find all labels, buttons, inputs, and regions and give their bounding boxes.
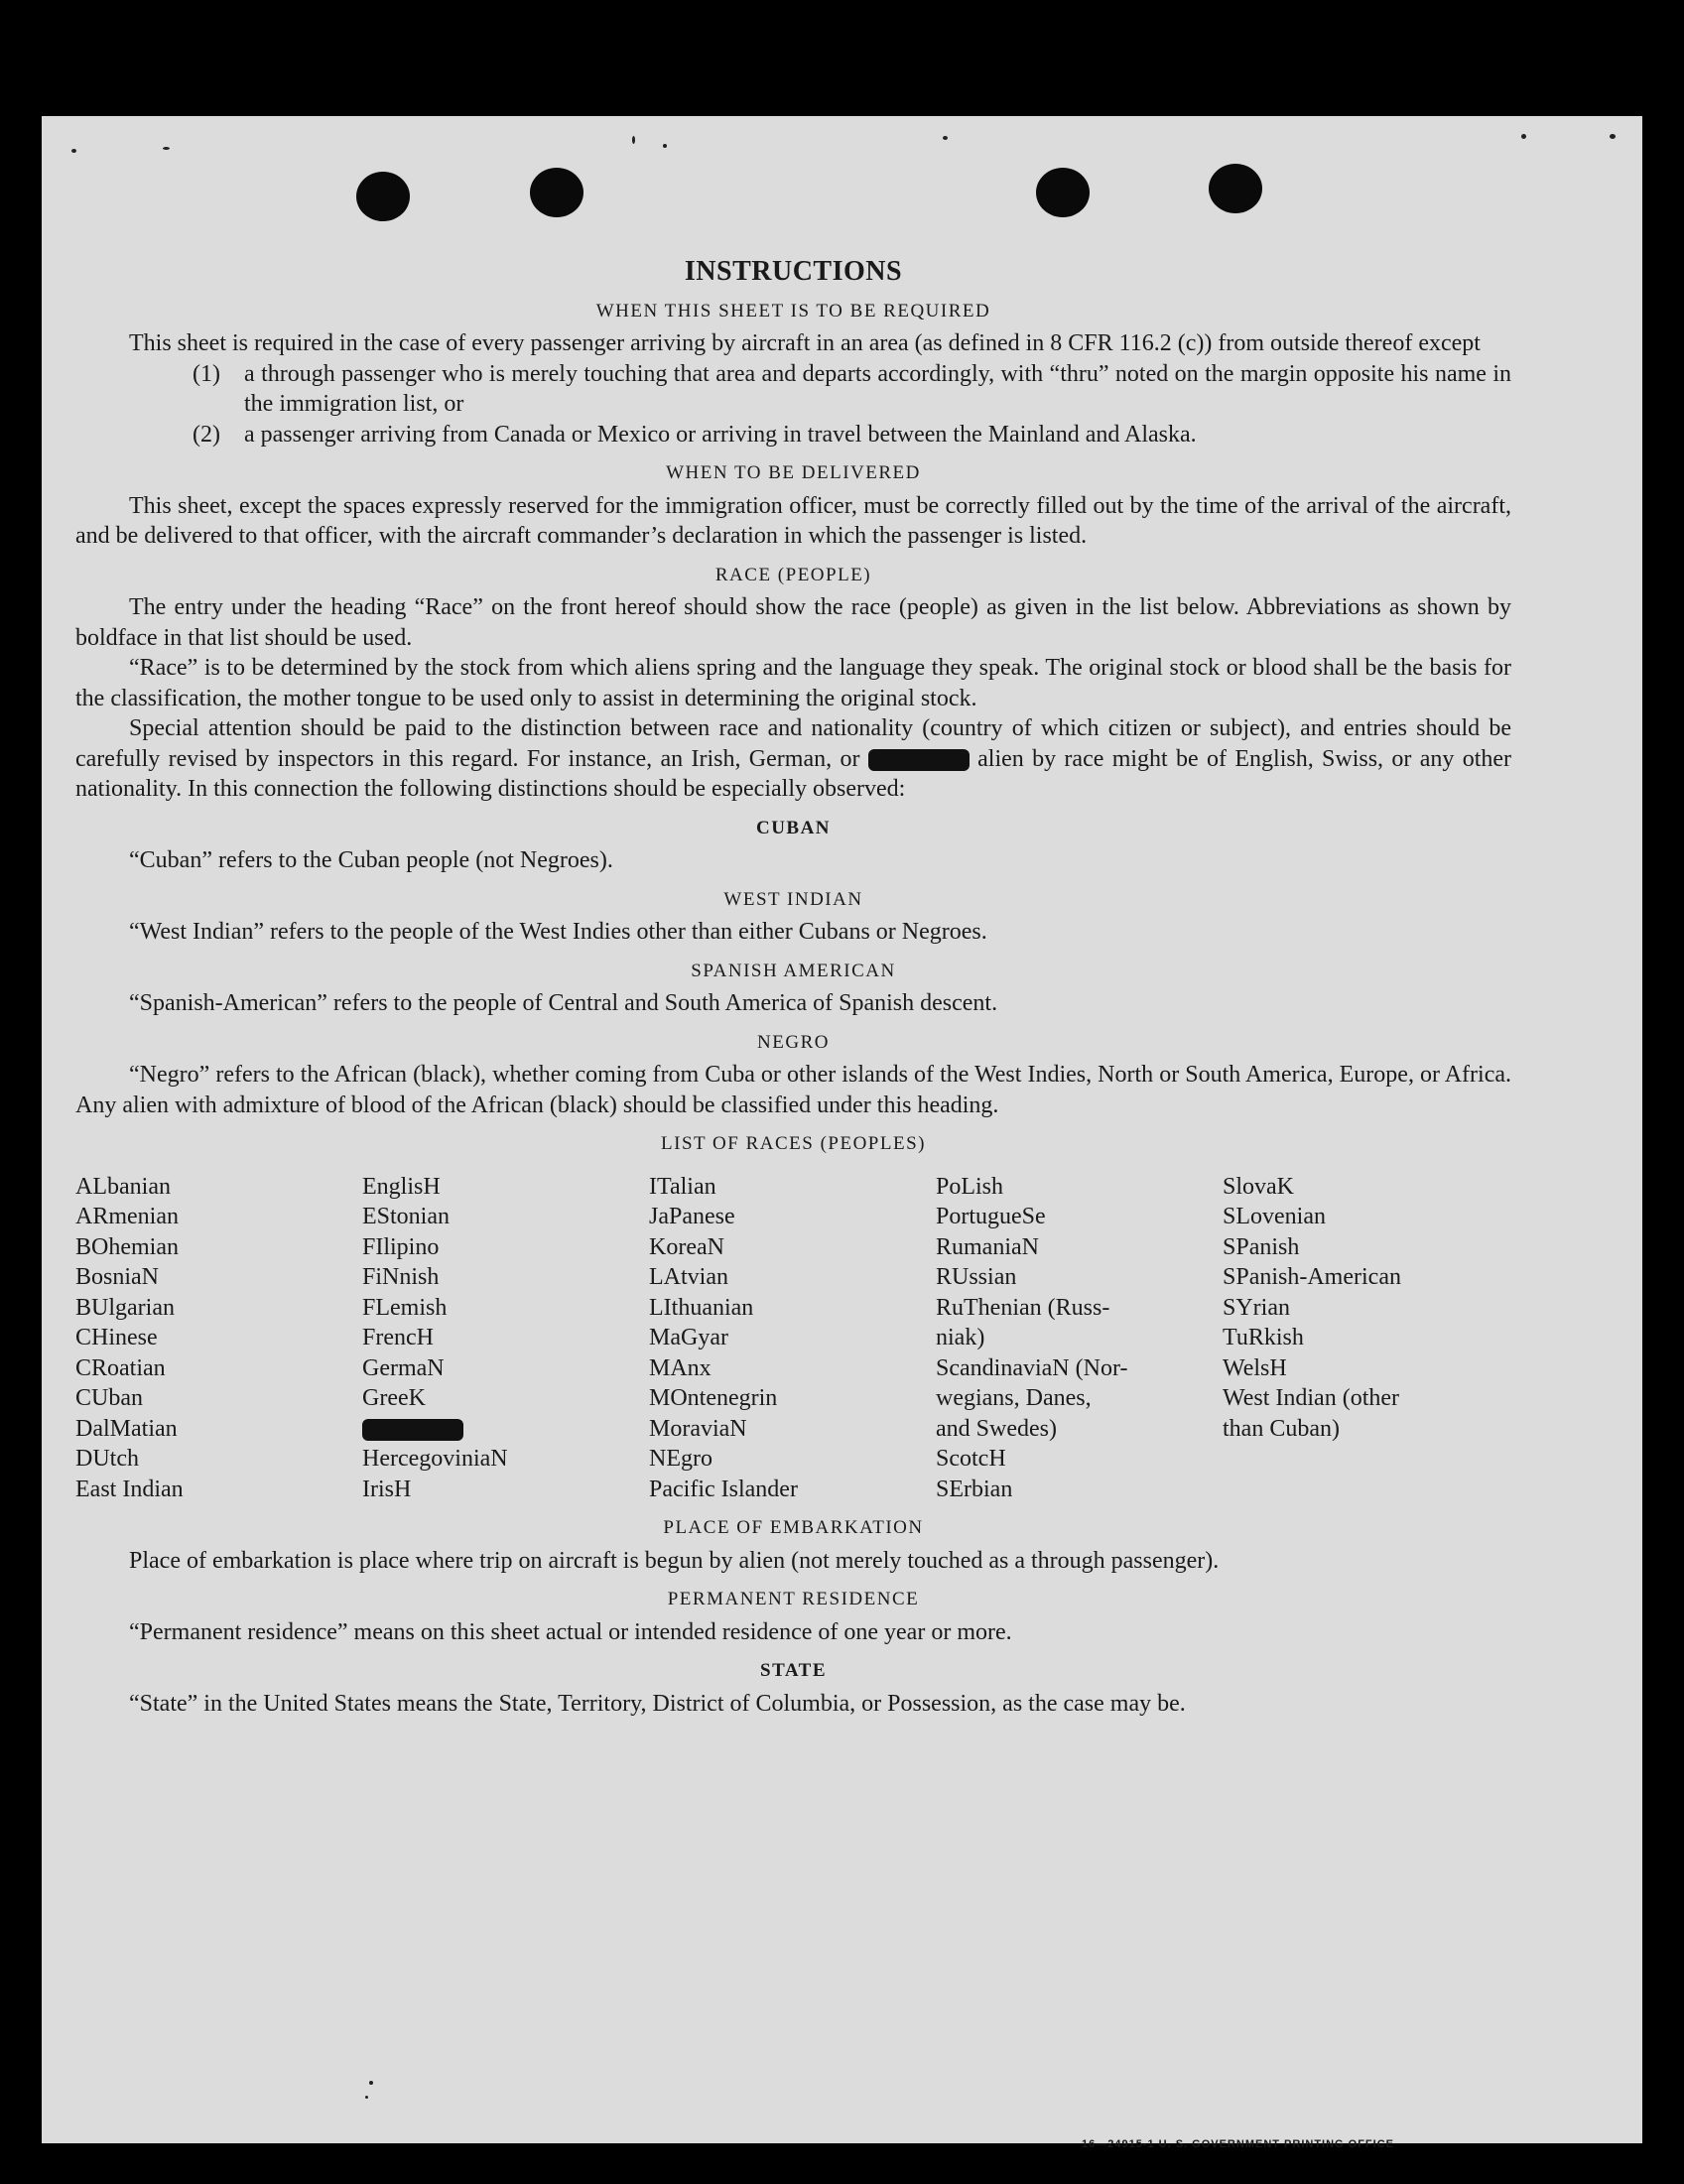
race-item: FiNnish <box>362 1264 440 1290</box>
race-item: FIlipino <box>362 1233 440 1260</box>
print-office-code: 16—24915-1 U. S. GOVERNMENT PRINTING OFFICE <box>1081 2138 1394 2150</box>
exception-item <box>75 359 1511 420</box>
race-item: ARmenian <box>75 1204 179 1229</box>
race-item: SPanish-American <box>1223 1264 1401 1290</box>
punch-hole <box>1209 164 1262 213</box>
when-required-intro: This sheet is required in the case of every passenger arriving by aircraft in an area (as defined in 8 CFR 116.2 (c)) from outside thereof except <box>129 330 1481 356</box>
race-item: ScotcH <box>936 1446 1006 1472</box>
race-item: RumaniaN <box>936 1233 1039 1260</box>
heading-list-of-races: LIST OF RACES (PEOPLES) <box>661 1133 926 1154</box>
race-column <box>75 1172 362 1505</box>
race-item: EnglisH <box>362 1173 441 1200</box>
race-item-redacted <box>362 1414 649 1445</box>
race-item: RuThenian (Russ- niak) <box>936 1294 1110 1350</box>
race-item: ScandinaviaN (Nor- wegians, Danes, and Swedes) <box>936 1354 1128 1442</box>
exception-number: (2) <box>193 421 220 448</box>
when-delivered-text: This sheet, except the spaces expressly reserved for the immigration officer, must be correctly filled out by the time of the arrival of the aircraft, and be delivered to that officer, with the aircraft commander’s declaration in which the passenger is listed. <box>75 492 1511 549</box>
race-paragraph-3-end: alien by race might be of English, Swiss, or any other nationality. In this connection the following distinctions should be especially observed: <box>75 745 1512 802</box>
race-item: CUban <box>75 1385 143 1411</box>
heading-when-required: WHEN THIS SHEET IS TO BE REQUIRED <box>595 300 991 321</box>
race-item: GermaN <box>362 1354 445 1381</box>
negro-text: “Negro” refers to the African (black), whether coming from Cuba or other islands of the West Indies, North or South America, Europe, or Africa. Any alien with admixture of blood of the African (black) should be classified under this heading. <box>75 1062 1511 1118</box>
race-paragraph-2: “Race” is to be determined by the stock from which aliens spring and the language they speak. The original stock or blood shall be the basis for the classification, the mother tongue to be used only to assist in determining the original stock. <box>75 655 1511 711</box>
race-item: SYrian <box>1223 1294 1290 1321</box>
document-sheet <box>42 116 1642 2150</box>
race-item: LAtvian <box>649 1264 728 1290</box>
race-column <box>362 1172 649 1505</box>
race-item: BUlgarian <box>75 1294 175 1321</box>
race-item: West Indian (other than Cuban) <box>1223 1385 1400 1442</box>
exception-text: a passenger arriving from Canada or Mexico or arriving in travel between the Mainland and Alaska. <box>244 421 1197 448</box>
race-column <box>1223 1172 1509 1505</box>
exception-number: (1) <box>193 360 220 387</box>
race-item: CRoatian <box>75 1354 166 1381</box>
race-item: RUssian <box>936 1264 1017 1290</box>
race-item: BOhemian <box>75 1233 179 1260</box>
race-item: SlovaK <box>1223 1173 1294 1200</box>
race-item: GreeK <box>362 1385 426 1411</box>
punch-hole <box>356 172 410 221</box>
heading-embarkation: PLACE OF EMBARKATION <box>663 1517 924 1538</box>
race-item: SErbian <box>936 1476 1013 1502</box>
race-item: WelsH <box>1223 1354 1287 1381</box>
race-item: TuRkish <box>1223 1325 1304 1350</box>
race-item: ITalian <box>649 1173 716 1200</box>
race-item: MAnx <box>649 1354 712 1381</box>
race-item: MoraviaN <box>649 1415 747 1442</box>
race-list <box>75 1172 1511 1505</box>
punch-hole <box>1036 168 1090 217</box>
race-item: IrisH <box>362 1476 412 1502</box>
race-item: MaGyar <box>649 1325 728 1350</box>
race-item: FLemish <box>362 1294 448 1321</box>
race-item: SPanish <box>1223 1233 1300 1260</box>
race-item: SLovenian <box>1223 1204 1326 1229</box>
heading-residence: PERMANENT RESIDENCE <box>667 1589 920 1609</box>
heading-west-indian: WEST INDIAN <box>723 888 863 910</box>
heading-when-delivered: WHEN TO BE DELIVERED <box>666 462 921 483</box>
race-column <box>649 1172 936 1505</box>
heading-race: RACE (PEOPLE) <box>714 564 872 585</box>
race-item: LIthuanian <box>649 1294 754 1321</box>
heading-spanish-american: SPANISH AMERICAN <box>691 960 896 981</box>
heading-state: STATE <box>760 1660 827 1681</box>
residence-text: “Permanent residence” means on this sheet actual or intended residence of one year or more. <box>129 1618 1012 1645</box>
race-paragraph-1: The entry under the heading “Race” on the front hereof should show the race (people) as given in the list below. Abbreviations as shown by boldface in that list should be used. <box>75 594 1511 651</box>
redaction-mark <box>362 1419 463 1441</box>
page-title: INSTRUCTIONS <box>684 256 903 287</box>
cuban-text: “Cuban” refers to the Cuban people (not Negroes). <box>129 847 613 873</box>
race-item: ALbanian <box>75 1173 171 1200</box>
race-paragraph-3-start: Special attention should be paid to the distinction between race and nationality (country of which citizen or subject), and entries should be carefully revised by inspectors in this regard. For instance, an Irish, German, or <box>75 715 1511 772</box>
race-item: NEgro <box>649 1446 712 1472</box>
race-item: Pacific Islander <box>649 1476 798 1502</box>
race-item: PortugueSe <box>936 1204 1046 1229</box>
race-item: DalMatian <box>75 1415 178 1442</box>
heading-negro: NEGRO <box>757 1031 830 1053</box>
race-paragraph-3 <box>75 713 1511 805</box>
embarkation-text: Place of embarkation is place where trip on aircraft is begun by alien (not merely touched as a through passenger). <box>129 1547 1220 1574</box>
race-item: CHinese <box>75 1325 158 1350</box>
state-text: “State” in the United States means the State, Territory, District of Columbia, or Possession, as the case may be. <box>129 1690 1186 1717</box>
race-item: DUtch <box>75 1446 139 1472</box>
race-item: East Indian <box>75 1476 184 1502</box>
punch-hole <box>530 168 583 217</box>
exception-text: a through passenger who is merely touching that area and departs accordingly, with “thru” noted on the margin opposite his name in the immigration list, or <box>244 360 1511 417</box>
race-item: BosniaN <box>75 1264 159 1290</box>
race-item: EStonian <box>362 1204 450 1229</box>
spanish-american-text: “Spanish-American” refers to the people of Central and South America of Spanish descent. <box>129 990 998 1016</box>
redaction-mark <box>868 749 970 771</box>
race-item: MOntenegrin <box>649 1385 778 1411</box>
race-column <box>936 1172 1223 1505</box>
race-item: PoLish <box>936 1173 1004 1200</box>
race-item: JaPanese <box>649 1204 735 1229</box>
west-indian-text: “West Indian” refers to the people of the West Indies other than either Cubans or Negroes. <box>129 919 987 945</box>
exception-item <box>75 420 1511 450</box>
race-item: KoreaN <box>649 1233 724 1260</box>
race-item: HercegoviniaN <box>362 1446 508 1472</box>
race-item: FrencH <box>362 1325 434 1350</box>
instructions-content <box>75 257 1511 1719</box>
heading-cuban: CUBAN <box>755 817 832 838</box>
